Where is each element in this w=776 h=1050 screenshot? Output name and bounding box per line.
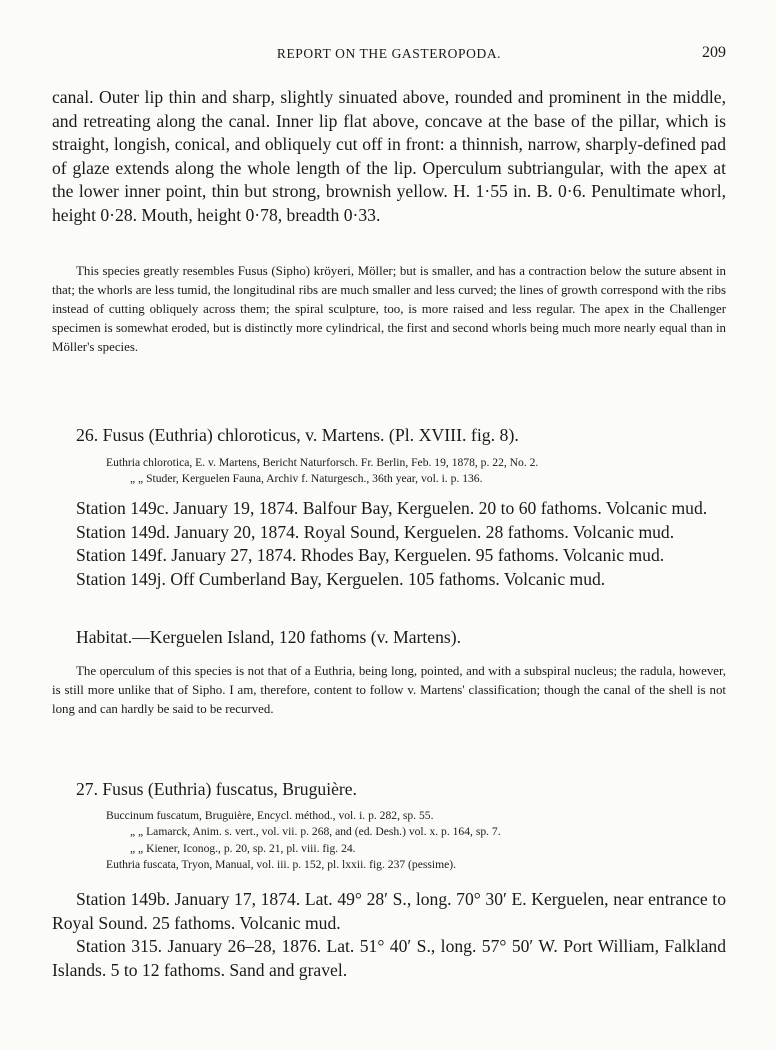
- station-entry: Station 149d. January 20, 1874. Royal Sound, Kerguelen. 28 fathoms. Volcanic mud.: [76, 521, 675, 542]
- station-entry: Station 149j. Off Cumberland Bay, Kerguelen. 105 fathoms. Volcanic mud.: [76, 568, 606, 589]
- station-entry: Station 149c. January 19, 1874. Balfour Bay, Kerguelen. 20 to 60 fathoms. Volcanic mud.: [76, 498, 708, 518]
- station-entry: Station 149f. January 27, 1874. Rhodes Bay, Kerguelen. 95 fathoms. Volcanic mud.: [76, 545, 665, 565]
- header-title: REPORT ON THE GASTEROPODA.: [276, 46, 502, 61]
- citation-line: Euthria chlorotica, E. v. Martens, Bericht Naturforsch. Fr. Berlin, Feb. 19, 1878, p. 22, No. 2.: [106, 456, 539, 469]
- species-27-synonymy: [52, 808, 726, 874]
- citation-line: „ „ Kiener, Iconog., p. 20, sp. 21, pl. viii. fig. 24.: [130, 841, 356, 855]
- running-header: [52, 46, 726, 62]
- page-number: 209: [702, 44, 726, 61]
- species-26-heading: 26. Fusus (Euthria) chloroticus, v. Martens. (Pl. XVIII. fig. 8).: [76, 425, 519, 445]
- citation-line: „ „ Studer, Kerguelen Fauna, Archiv f. Naturgesch., 36th year, vol. i. p. 136.: [130, 472, 483, 486]
- station-entry: Station 149b. January 17, 1874. Lat. 49° 28′ S., long. 70° 30′ E. Kerguelen, near entrance to Royal Sound. 25 fathoms. Volcanic mud.: [52, 889, 726, 933]
- citation-line: Buccinum fuscatum, Bruguière, Encycl. méthod., vol. i. p. 282, sp. 55.: [106, 809, 434, 822]
- species-26-stations: [52, 497, 726, 591]
- species-27-heading: 27. Fusus (Euthria) fuscatus, Bruguière.: [76, 779, 357, 799]
- species-26-synonymy: [52, 455, 726, 488]
- station-entry: Station 315. January 26–28, 1876. Lat. 51° 40′ S., long. 57° 50′ W. Port William, Falkland Islands. 5 to 12 fathoms. Sand and gravel.: [52, 936, 726, 980]
- description-paragraph: canal. Outer lip thin and sharp, slightly sinuated above, rounded and prominent in the middle, and retreating along the canal. Inner lip flat above, concave at the base of the pillar, which is straight, longish, conical, and obliquely cut off in front: a thinnish, narrow, sharply-defined pad of glaze extends along the whole length of the lip. Operculum subtriangular, with the apex at the lower inner point, thin but strong, brownish yellow. H. 1·55 in. B. 0·6. Penultimate whorl, height 0·28. Mouth, height 0·78, breadth 0·33.: [52, 87, 726, 225]
- species-27-stations: [52, 888, 726, 982]
- citation-line: Euthria fuscata, Tryon, Manual, vol. iii. p. 152, pl. lxxii. fig. 237 (pessime).: [106, 858, 457, 872]
- operculum-note: The operculum of this species is not that of a Euthria, being long, pointed, and with a subspiral nucleus; the radula, however, is still more unlike that of Sipho. I am, therefore, content to follow v. Martens' classification; though the canal of the shell is not long and can hardly be said to be recurved.: [52, 664, 726, 717]
- habitat-line: Habitat.—Kerguelen Island, 120 fathoms (v. Martens).: [76, 627, 462, 647]
- citation-line: „ „ Lamarck, Anim. s. vert., vol. vii. p. 268, and (ed. Desh.) vol. x. p. 164, sp. 7.: [130, 825, 501, 839]
- remarks-paragraph: This species greatly resembles Fusus (Sipho) kröyeri, Möller; but is smaller, and has a contraction below the suture absent in that; the whorls are less tumid, the longitudinal ribs are much smaller and less curved; the lines of growth correspond with the ribs instead of cutting obliquely across them; the spiral sculpture, too, is more raised and less regular. The apex in the Challenger specimen is somewhat eroded, but is distinctly more cylindrical, the first and second whorls being much more nearly equal than in Möller's species.: [52, 264, 726, 355]
